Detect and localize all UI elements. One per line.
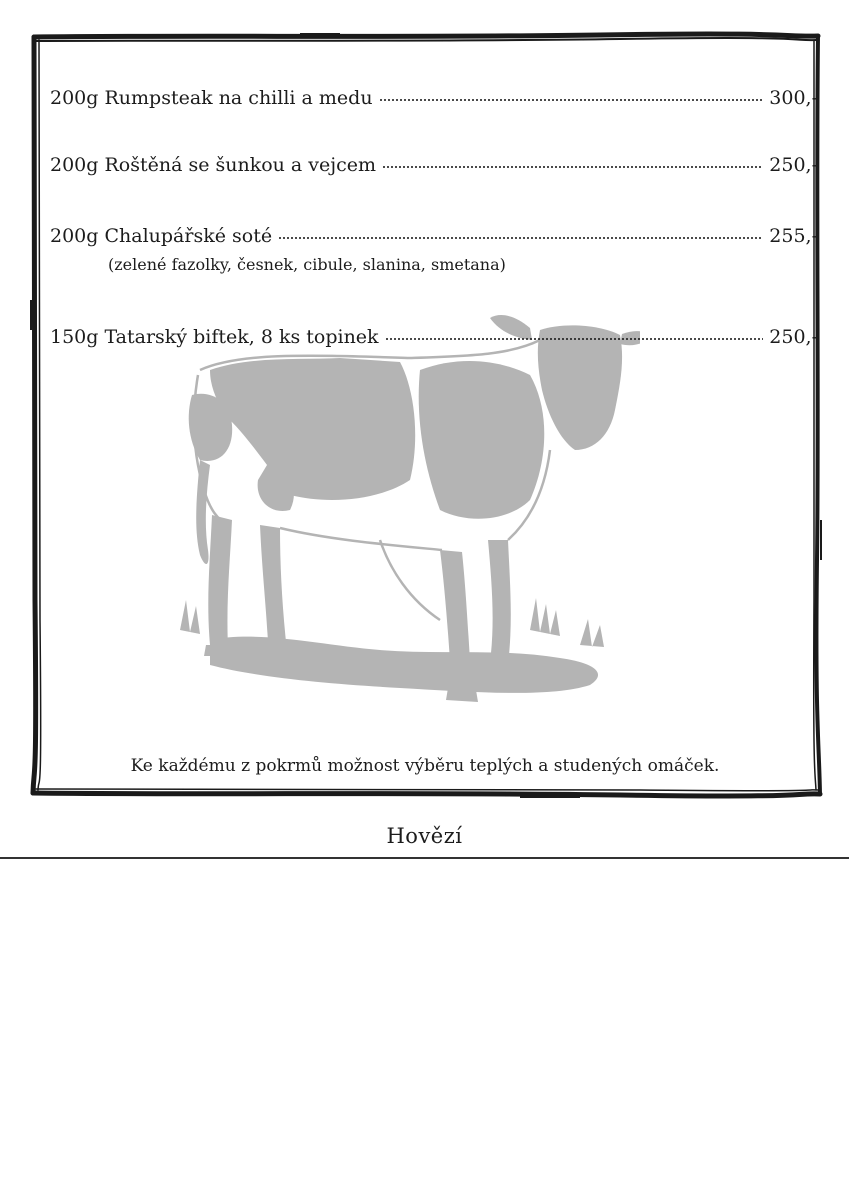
- dish-price: 250,-: [769, 154, 818, 176]
- dish-description: (zelené fazolky, česnek, cibule, slanina, smetana): [108, 255, 506, 274]
- section-divider: [0, 857, 849, 859]
- dot-leader: [278, 236, 763, 240]
- dish-price: 255,-: [769, 225, 818, 247]
- dish-price: 300,-: [769, 87, 818, 109]
- menu-item: [50, 325, 818, 349]
- cow-illustration: [170, 300, 640, 720]
- dot-leader: [382, 165, 763, 169]
- dot-leader: [379, 98, 764, 102]
- dish-name: 200g Chalupářské soté: [50, 225, 273, 247]
- dish-name: 200g Rumpsteak na chilli a medu: [50, 87, 373, 109]
- section-title: Hovězí: [386, 824, 463, 848]
- menu-item: [50, 153, 818, 177]
- sauce-note: Ke každému z pokrmů možnost výběru teplých a studených omáček.: [130, 756, 720, 776]
- dot-leader: [385, 337, 764, 341]
- menu-item: [50, 86, 818, 110]
- dish-price: 250,-: [769, 326, 818, 348]
- dish-name: 150g Tatarský biftek, 8 ks topinek: [50, 326, 379, 348]
- dish-name: 200g Roštěná se šunkou a vejcem: [50, 154, 377, 176]
- menu-item: [50, 224, 818, 274]
